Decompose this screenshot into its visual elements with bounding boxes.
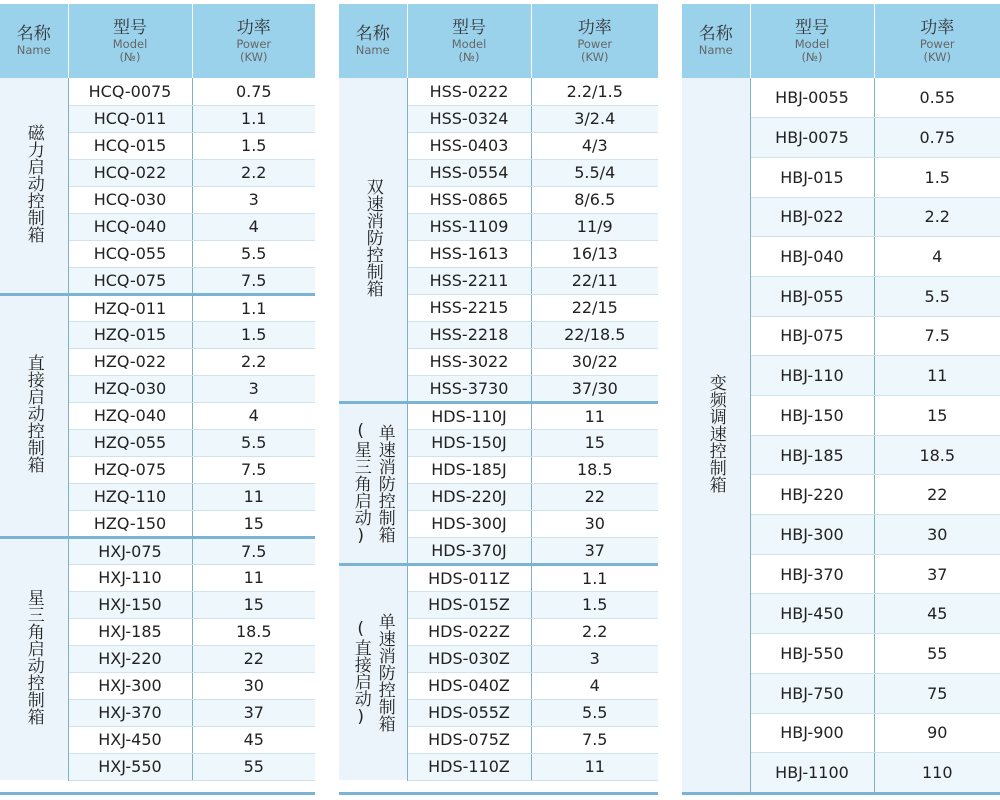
- category-name-cell: [0, 78, 68, 294]
- power-cell: 3: [531, 645, 658, 672]
- model-cell: HBJ-055: [750, 276, 874, 316]
- category-subname: (星三角启动): [350, 420, 371, 546]
- power-cell: 15: [192, 591, 315, 618]
- power-cell: 4: [192, 402, 315, 429]
- power-cell: 4/3: [531, 132, 658, 159]
- power-cell: 5.5: [192, 240, 315, 267]
- table-row: [339, 78, 658, 105]
- model-cell: HBJ-900: [750, 713, 874, 753]
- power-cell: 15: [192, 510, 315, 537]
- category-subname: (直接启动): [350, 618, 371, 727]
- power-cell: 3: [192, 186, 315, 213]
- model-cell: HXJ-450: [68, 726, 192, 753]
- power-cell: 2.2: [874, 197, 1000, 237]
- header-row: [339, 4, 658, 78]
- spec-table-3: [682, 4, 1000, 793]
- model-cell: HDS-011Z: [407, 564, 531, 591]
- table-row: [0, 537, 315, 564]
- power-cell: 45: [192, 726, 315, 753]
- model-cell: HBJ-220: [750, 475, 874, 515]
- category-name: 单速消防控制箱: [374, 613, 395, 733]
- model-cell: HDS-110Z: [407, 753, 531, 780]
- power-cell: 22/18.5: [531, 321, 658, 348]
- power-cell: 11: [192, 564, 315, 591]
- power-cell: 5.5: [192, 429, 315, 456]
- spec-table-2: [339, 4, 658, 781]
- power-cell: 37/30: [531, 375, 658, 402]
- model-cell: HDS-220J: [407, 483, 531, 510]
- model-cell: HDS-370J: [407, 537, 531, 564]
- power-cell: 5.5/4: [531, 159, 658, 186]
- power-cell: 30: [192, 672, 315, 699]
- model-cell: HBJ-750: [750, 673, 874, 713]
- power-cell: 18.5: [192, 618, 315, 645]
- power-cell: 7.5: [192, 267, 315, 294]
- model-cell: HZQ-015: [68, 321, 192, 348]
- power-cell: 3/2.4: [531, 105, 658, 132]
- model-cell: HBJ-370: [750, 554, 874, 594]
- power-cell: 55: [192, 753, 315, 780]
- model-cell: HBJ-185: [750, 435, 874, 475]
- model-cell: HZQ-150: [68, 510, 192, 537]
- category-name: 双速消防控制箱: [362, 177, 383, 297]
- category-name: 单速消防控制箱: [374, 423, 395, 543]
- model-cell: HSS-1109: [407, 213, 531, 240]
- model-cell: HZQ-055: [68, 429, 192, 456]
- model-cell: HBJ-0055: [750, 78, 874, 118]
- table-row: [339, 564, 658, 591]
- power-cell: 30: [531, 510, 658, 537]
- model-cell: HXJ-300: [68, 672, 192, 699]
- power-cell: 7.5: [531, 726, 658, 753]
- model-cell: HCQ-030: [68, 186, 192, 213]
- power-cell: 4: [192, 213, 315, 240]
- model-cell: HDS-015Z: [407, 591, 531, 618]
- model-cell: HDS-075Z: [407, 726, 531, 753]
- power-cell: 55: [874, 634, 1000, 674]
- model-cell: HDS-110J: [407, 402, 531, 429]
- category-name: 变频调速控制箱: [705, 373, 726, 493]
- header-power: 功率 Power (KW): [531, 4, 658, 78]
- power-cell: 15: [531, 429, 658, 456]
- power-cell: 5.5: [531, 699, 658, 726]
- model-cell: HDS-300J: [407, 510, 531, 537]
- power-cell: 4: [874, 237, 1000, 277]
- power-cell: 11: [192, 483, 315, 510]
- power-cell: 110: [874, 753, 1000, 793]
- power-cell: 1.5: [192, 132, 315, 159]
- power-cell: 0.55: [874, 78, 1000, 118]
- category-name: 直接启动控制箱: [23, 354, 44, 473]
- power-cell: 1.5: [874, 157, 1000, 197]
- model-cell: HDS-040Z: [407, 672, 531, 699]
- model-cell: HDS-022Z: [407, 618, 531, 645]
- power-cell: 16/13: [531, 240, 658, 267]
- model-cell: HBJ-040: [750, 237, 874, 277]
- power-cell: 15: [874, 396, 1000, 436]
- header-model: 型号 Model (№): [68, 4, 192, 78]
- category-name-cell: [0, 537, 68, 780]
- header-model: 型号 Model (№): [750, 4, 874, 78]
- power-cell: 8/6.5: [531, 186, 658, 213]
- power-cell: 0.75: [192, 78, 315, 105]
- model-cell: HSS-0865: [407, 186, 531, 213]
- power-cell: 22: [874, 475, 1000, 515]
- power-cell: 30: [874, 515, 1000, 555]
- model-cell: HXJ-075: [68, 537, 192, 564]
- power-cell: 37: [192, 699, 315, 726]
- power-cell: 11: [874, 356, 1000, 396]
- power-cell: 22/11: [531, 267, 658, 294]
- model-cell: HDS-030Z: [407, 645, 531, 672]
- table-bottom-rule: [0, 792, 315, 795]
- model-cell: HCQ-055: [68, 240, 192, 267]
- power-cell: 2.2: [192, 348, 315, 375]
- model-cell: HBJ-1100: [750, 753, 874, 793]
- model-cell: HSS-1613: [407, 240, 531, 267]
- power-cell: 11: [531, 753, 658, 780]
- model-cell: HDS-055Z: [407, 699, 531, 726]
- model-cell: HXJ-185: [68, 618, 192, 645]
- model-cell: HSS-0222: [407, 78, 531, 105]
- power-cell: 18.5: [874, 435, 1000, 475]
- category-name-cell: [682, 78, 750, 792]
- model-cell: HSS-0324: [407, 105, 531, 132]
- power-cell: 3: [192, 375, 315, 402]
- power-cell: 7.5: [874, 316, 1000, 356]
- power-cell: 1.5: [192, 321, 315, 348]
- model-cell: HDS-150J: [407, 429, 531, 456]
- power-cell: 37: [874, 554, 1000, 594]
- model-cell: HCQ-015: [68, 132, 192, 159]
- power-cell: 1.5: [531, 591, 658, 618]
- power-cell: 5.5: [874, 276, 1000, 316]
- model-cell: HBJ-022: [750, 197, 874, 237]
- model-cell: HBJ-0075: [750, 118, 874, 158]
- model-cell: HXJ-220: [68, 645, 192, 672]
- table-row: [0, 78, 315, 105]
- model-cell: HSS-2218: [407, 321, 531, 348]
- category-name-cell: [339, 402, 407, 564]
- power-cell: 90: [874, 713, 1000, 753]
- table-bottom-rule: [339, 792, 658, 795]
- model-cell: HBJ-550: [750, 634, 874, 674]
- model-cell: HBJ-450: [750, 594, 874, 634]
- model-cell: HSS-0554: [407, 159, 531, 186]
- power-cell: 7.5: [192, 456, 315, 483]
- power-cell: 75: [874, 673, 1000, 713]
- table-row: [339, 402, 658, 429]
- category-name-cell: [339, 78, 407, 402]
- power-cell: 2.2/1.5: [531, 78, 658, 105]
- header-name: 名称 Name: [339, 4, 407, 78]
- power-cell: 1.1: [531, 564, 658, 591]
- model-cell: HZQ-075: [68, 456, 192, 483]
- category-name: 磁力启动控制箱: [23, 123, 44, 243]
- spec-table-1: [0, 4, 315, 781]
- power-cell: 30/22: [531, 348, 658, 375]
- power-cell: 45: [874, 594, 1000, 634]
- model-cell: HSS-0403: [407, 132, 531, 159]
- model-cell: HSS-3022: [407, 348, 531, 375]
- model-cell: HXJ-370: [68, 699, 192, 726]
- model-cell: HBJ-015: [750, 157, 874, 197]
- power-cell: 2.2: [531, 618, 658, 645]
- header-power: 功率 Power (KW): [192, 4, 315, 78]
- power-cell: 7.5: [192, 537, 315, 564]
- power-cell: 22/15: [531, 294, 658, 321]
- power-cell: 22: [531, 483, 658, 510]
- power-cell: 37: [531, 537, 658, 564]
- model-cell: HCQ-040: [68, 213, 192, 240]
- header-name: 名称 Name: [0, 4, 68, 78]
- model-cell: HZQ-011: [68, 294, 192, 321]
- model-cell: HBJ-075: [750, 316, 874, 356]
- model-cell: HXJ-550: [68, 753, 192, 780]
- model-cell: HSS-2211: [407, 267, 531, 294]
- header-power: 功率 Power (KW): [874, 4, 1000, 78]
- power-cell: 4: [531, 672, 658, 699]
- header-model: 型号 Model (№): [407, 4, 531, 78]
- model-cell: HCQ-0075: [68, 78, 192, 105]
- power-cell: 18.5: [531, 456, 658, 483]
- power-cell: 11: [531, 402, 658, 429]
- table-row: [682, 78, 1000, 118]
- model-cell: HXJ-110: [68, 564, 192, 591]
- header-name: 名称 Name: [682, 4, 750, 78]
- category-name-cell: [339, 564, 407, 780]
- header-row: [0, 4, 315, 78]
- model-cell: HZQ-040: [68, 402, 192, 429]
- model-cell: HSS-2215: [407, 294, 531, 321]
- power-cell: 22: [192, 645, 315, 672]
- model-cell: HZQ-110: [68, 483, 192, 510]
- category-name: 星三角启动控制箱: [23, 589, 44, 726]
- power-cell: 1.1: [192, 105, 315, 132]
- table-row: [0, 294, 315, 321]
- power-cell: 11/9: [531, 213, 658, 240]
- model-cell: HSS-3730: [407, 375, 531, 402]
- model-cell: HCQ-075: [68, 267, 192, 294]
- category-name-cell: [0, 294, 68, 537]
- power-cell: 1.1: [192, 294, 315, 321]
- table-bottom-rule: [682, 792, 1000, 795]
- model-cell: HCQ-011: [68, 105, 192, 132]
- model-cell: HXJ-150: [68, 591, 192, 618]
- model-cell: HBJ-110: [750, 356, 874, 396]
- model-cell: HZQ-022: [68, 348, 192, 375]
- model-cell: HBJ-150: [750, 396, 874, 436]
- model-cell: HBJ-300: [750, 515, 874, 555]
- header-row: [682, 4, 1000, 78]
- model-cell: HDS-185J: [407, 456, 531, 483]
- model-cell: HZQ-030: [68, 375, 192, 402]
- model-cell: HCQ-022: [68, 159, 192, 186]
- power-cell: 0.75: [874, 118, 1000, 158]
- power-cell: 2.2: [192, 159, 315, 186]
